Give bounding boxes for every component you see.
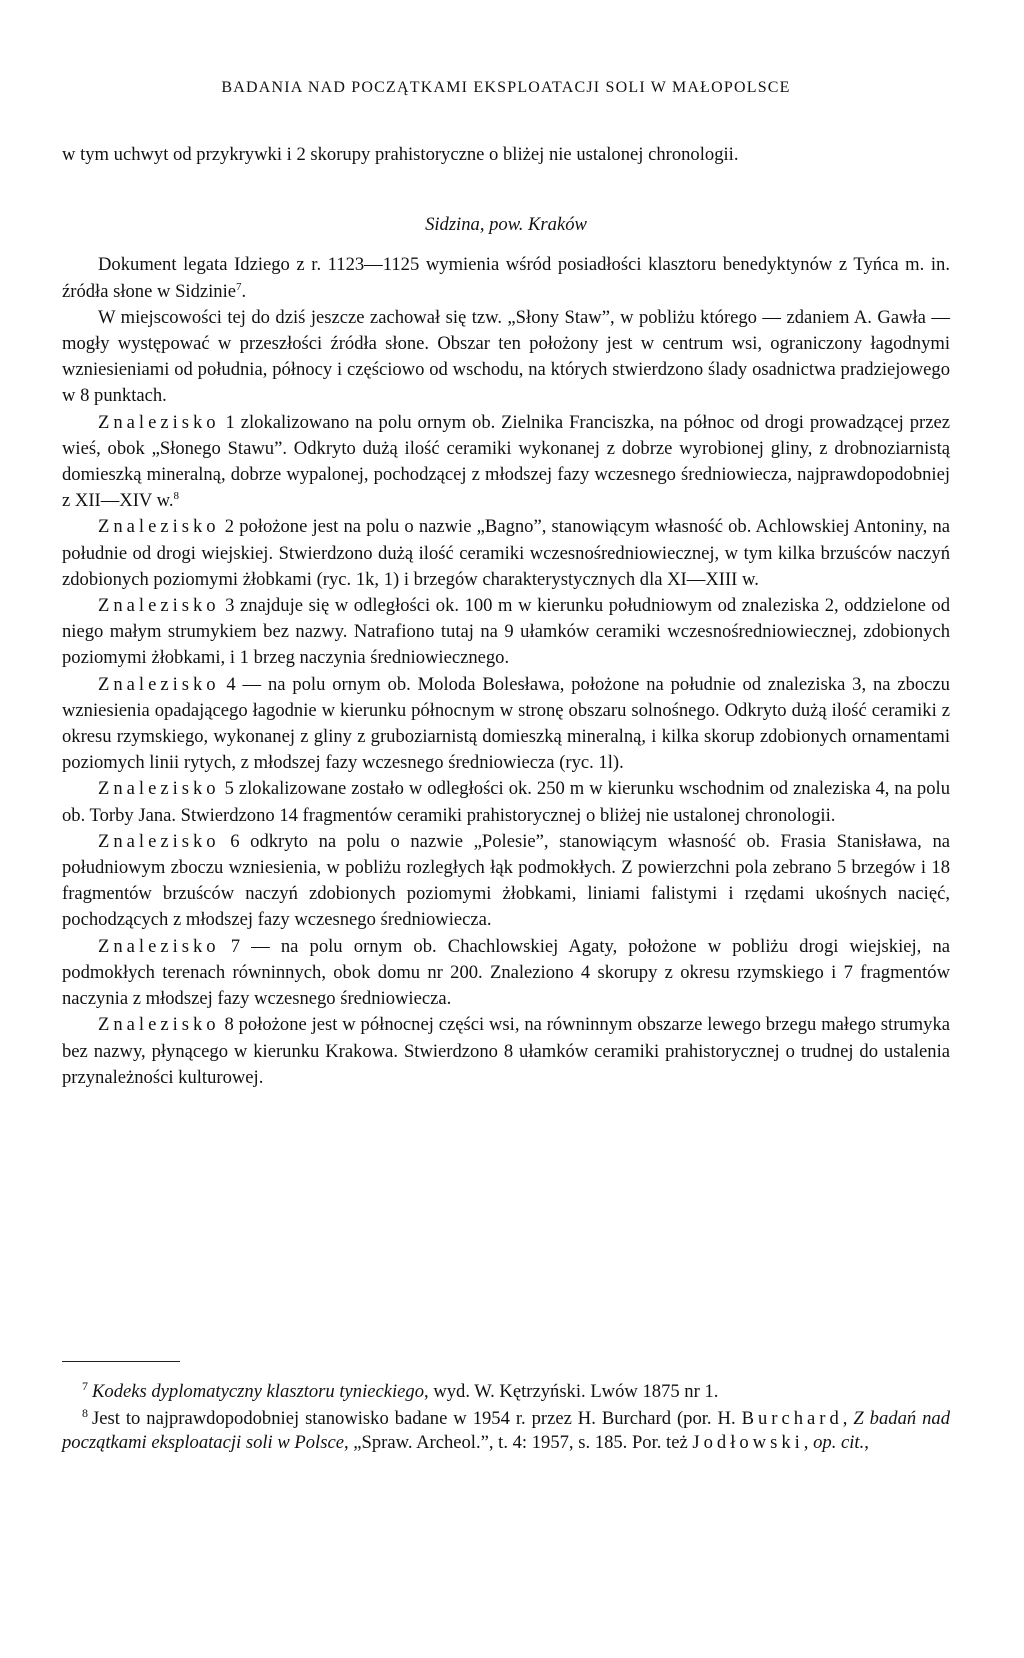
footnote-title: Kodeks dyplomatyczny klasztoru tynieckiego [92,1381,425,1402]
footnote-text: Jest to najprawdopodobniej stanowisko badane w 1954 r. przez H. Burchard (por. H. [92,1408,742,1429]
footnote-ref: 7 [236,280,242,293]
footnote-mark: 7 [82,1378,88,1393]
find-4 [62,672,950,777]
footnote-end: , [864,1432,869,1453]
footnote-divider [62,1361,180,1362]
find-text: 8 położone jest w północnej części wsi, na równinnym obszarze lewego brzegu małego strumyka bez nazwy, płynącego w kierunku Krakowa. Stwierdzono 8 ułamków ceramiki prahistorycznej o trudnej do ustalenia przynależności kulturowej. [62,1014,950,1088]
find-label: Znalezisko [98,935,220,957]
footnote-title: Z badań nad początkami eksploatacji soli w Polsce [62,1408,951,1453]
paragraph-text: Dokument legata Idziego z r. 1123—1125 wymienia wśród posiadłości klasztoru benedyktynów z Tyńca m. in. źródła słone w Sidzinie [62,254,950,302]
footnote-7 [62,1380,950,1404]
find-label: Znalezisko [98,830,220,852]
find-label: Znalezisko [98,595,220,617]
find-5 [62,776,950,828]
footnote-author: Burchard [741,1408,843,1429]
find-7 [62,934,950,1013]
find-label: Znalezisko [98,778,220,800]
find-3 [62,593,950,672]
section-heading: Sidzina, pow. Kraków [425,214,587,236]
footnote-ref: 8 [173,490,180,503]
body-text [62,142,950,1091]
find-8 [62,1012,950,1091]
find-text: 6 odkryto na polu o nazwie „Polesie”, stanowiącym własność ob. Frasia Stanisława, na południowym zboczu wzniesienia, w pobliżu rozległych łąk podmokłych. Z powierzchni pola zebrano 5 brzegów i 18 fragmentów brzuśców naczyń zdobionych poziomymi żłobkami, liniami falistymi i rzędami ukośnych nacięć, pochodzących z młodszej fazy wczesnego średniowiecza. [62,830,950,931]
find-text: 3 znajduje się w odległości ok. 100 m w kierunku południowym od znaleziska 2, oddzielone od niego małym strumykiem bez nazwy. Natrafiono tutaj na 9 ułamków ceramiki wczesnośredniowiecznej, zdobionych poziomymi żłobkami, i 1 brzeg naczynia średniowiecznego. [62,595,950,669]
footnote-opcit: op. cit. [813,1432,865,1453]
find-1 [62,410,950,515]
paragraph-location: W miejscowości tej do dziś jeszcze zachował się tzw. „Słony Staw”, w pobliżu którego — zdaniem A. Gawła — mogły występować w przeszłości źródła słone. Obszar ten położony jest w centrum wsi, ograniczony łagodnymi wzniesieniami od południa, północy i częściowo od wschodu, na których stwierdzono ślady osadnictwa pradziejowego w 8 punktach. [62,306,950,407]
intro-paragraph: w tym uchwyt od przykrywki i 2 skorupy prahistoryczne o bliżej nie ustalonej chronologii. [62,144,739,165]
find-label: Znalezisko [98,673,220,695]
find-text: 7 — na polu ornym ob. Chachlowskiej Agaty, położone w pobliżu drogi wiejskiej, na podmokłych terenach równinnych, obok domu nr 200. Znaleziono 4 skorupy z okresu rzymskiego i 7 fragmentów naczynia z młodszej fazy wczesnego średniowiecza. [62,935,950,1010]
paragraph-document [62,252,950,304]
footnote-text: , „Spraw. Archeol.”, t. 4: 1957, s. 185. Por. też [343,1432,693,1453]
find-label: Znalezisko [98,411,220,433]
footnotes [62,1380,950,1458]
find-2 [62,514,950,593]
find-label: Znalezisko [98,1014,220,1036]
footnote-text: , wyd. W. Kętrzyński. Lwów 1875 nr 1. [424,1381,719,1402]
running-header: BADANIA NAD POCZĄTKAMI EKSPLOATACJI SOLI W MAŁOPOLSCE [221,79,791,96]
footnote-8 [62,1407,950,1455]
footnote-sep: , [803,1432,814,1453]
find-text: 2 położone jest na polu o nazwie „Bagno”, stanowiącym własność ob. Achlowskiej Antoniny, na południe od drogi wiejskiej. Stwierdzono dużą ilość ceramiki wczesnośredniowiecznej, w tym kilka brzuśców naczyń zdobionych poziomymi żłobkami (ryc. 1k, 1) i brzegów charakterystycznych dla XI—XIII w. [62,516,951,590]
find-text: 4 — na polu ornym ob. Moloda Bolesława, położone na południe od znaleziska 3, na zboczu wzniesienia opadającego łagodnie w kierunku północnym w stronę obszaru solnośnego. Odkryto dużą ilość ceramiki z okresu rzymskiego, wykonanej z gliny z gruboziarnistą domieszką mineralną, i kilka skorup zdobionych ornamentami poziomych linii rytych, z młodszej fazy wczesnego średniowiecza (ryc. 1l). [62,673,950,774]
footnote-mark: 8 [82,1405,88,1420]
find-text: 5 zlokalizowane zostało w odległości ok. 250 m w kierunku wschodnim od znaleziska 4, na polu ob. Torby Jana. Stwierdzono 14 fragmentów ceramiki prahistorycznej o bliżej nie ustalonej chronologii. [62,778,950,826]
find-6 [62,829,950,934]
paragraph-end: . [241,280,247,302]
footnote-author: Jodłowski [692,1432,804,1453]
find-label: Znalezisko [98,516,220,538]
find-text: 1 zlokalizowano na polu ornym ob. Zielnika Franciszka, na północ od drogi prowadzącej przez wieś, obok „Słonego Stawu”. Odkryto dużą ilość ceramiki wykonanej z dobrze wyrobionej gliny, z drobnoziarnistą domieszką mineralną, dobrze wypalonej, pochodzącej z młodszej fazy wczesnego średniowiecza, najprawdopodobniej z XII—XIV w. [62,411,950,512]
footnote-sep: , [842,1408,854,1429]
